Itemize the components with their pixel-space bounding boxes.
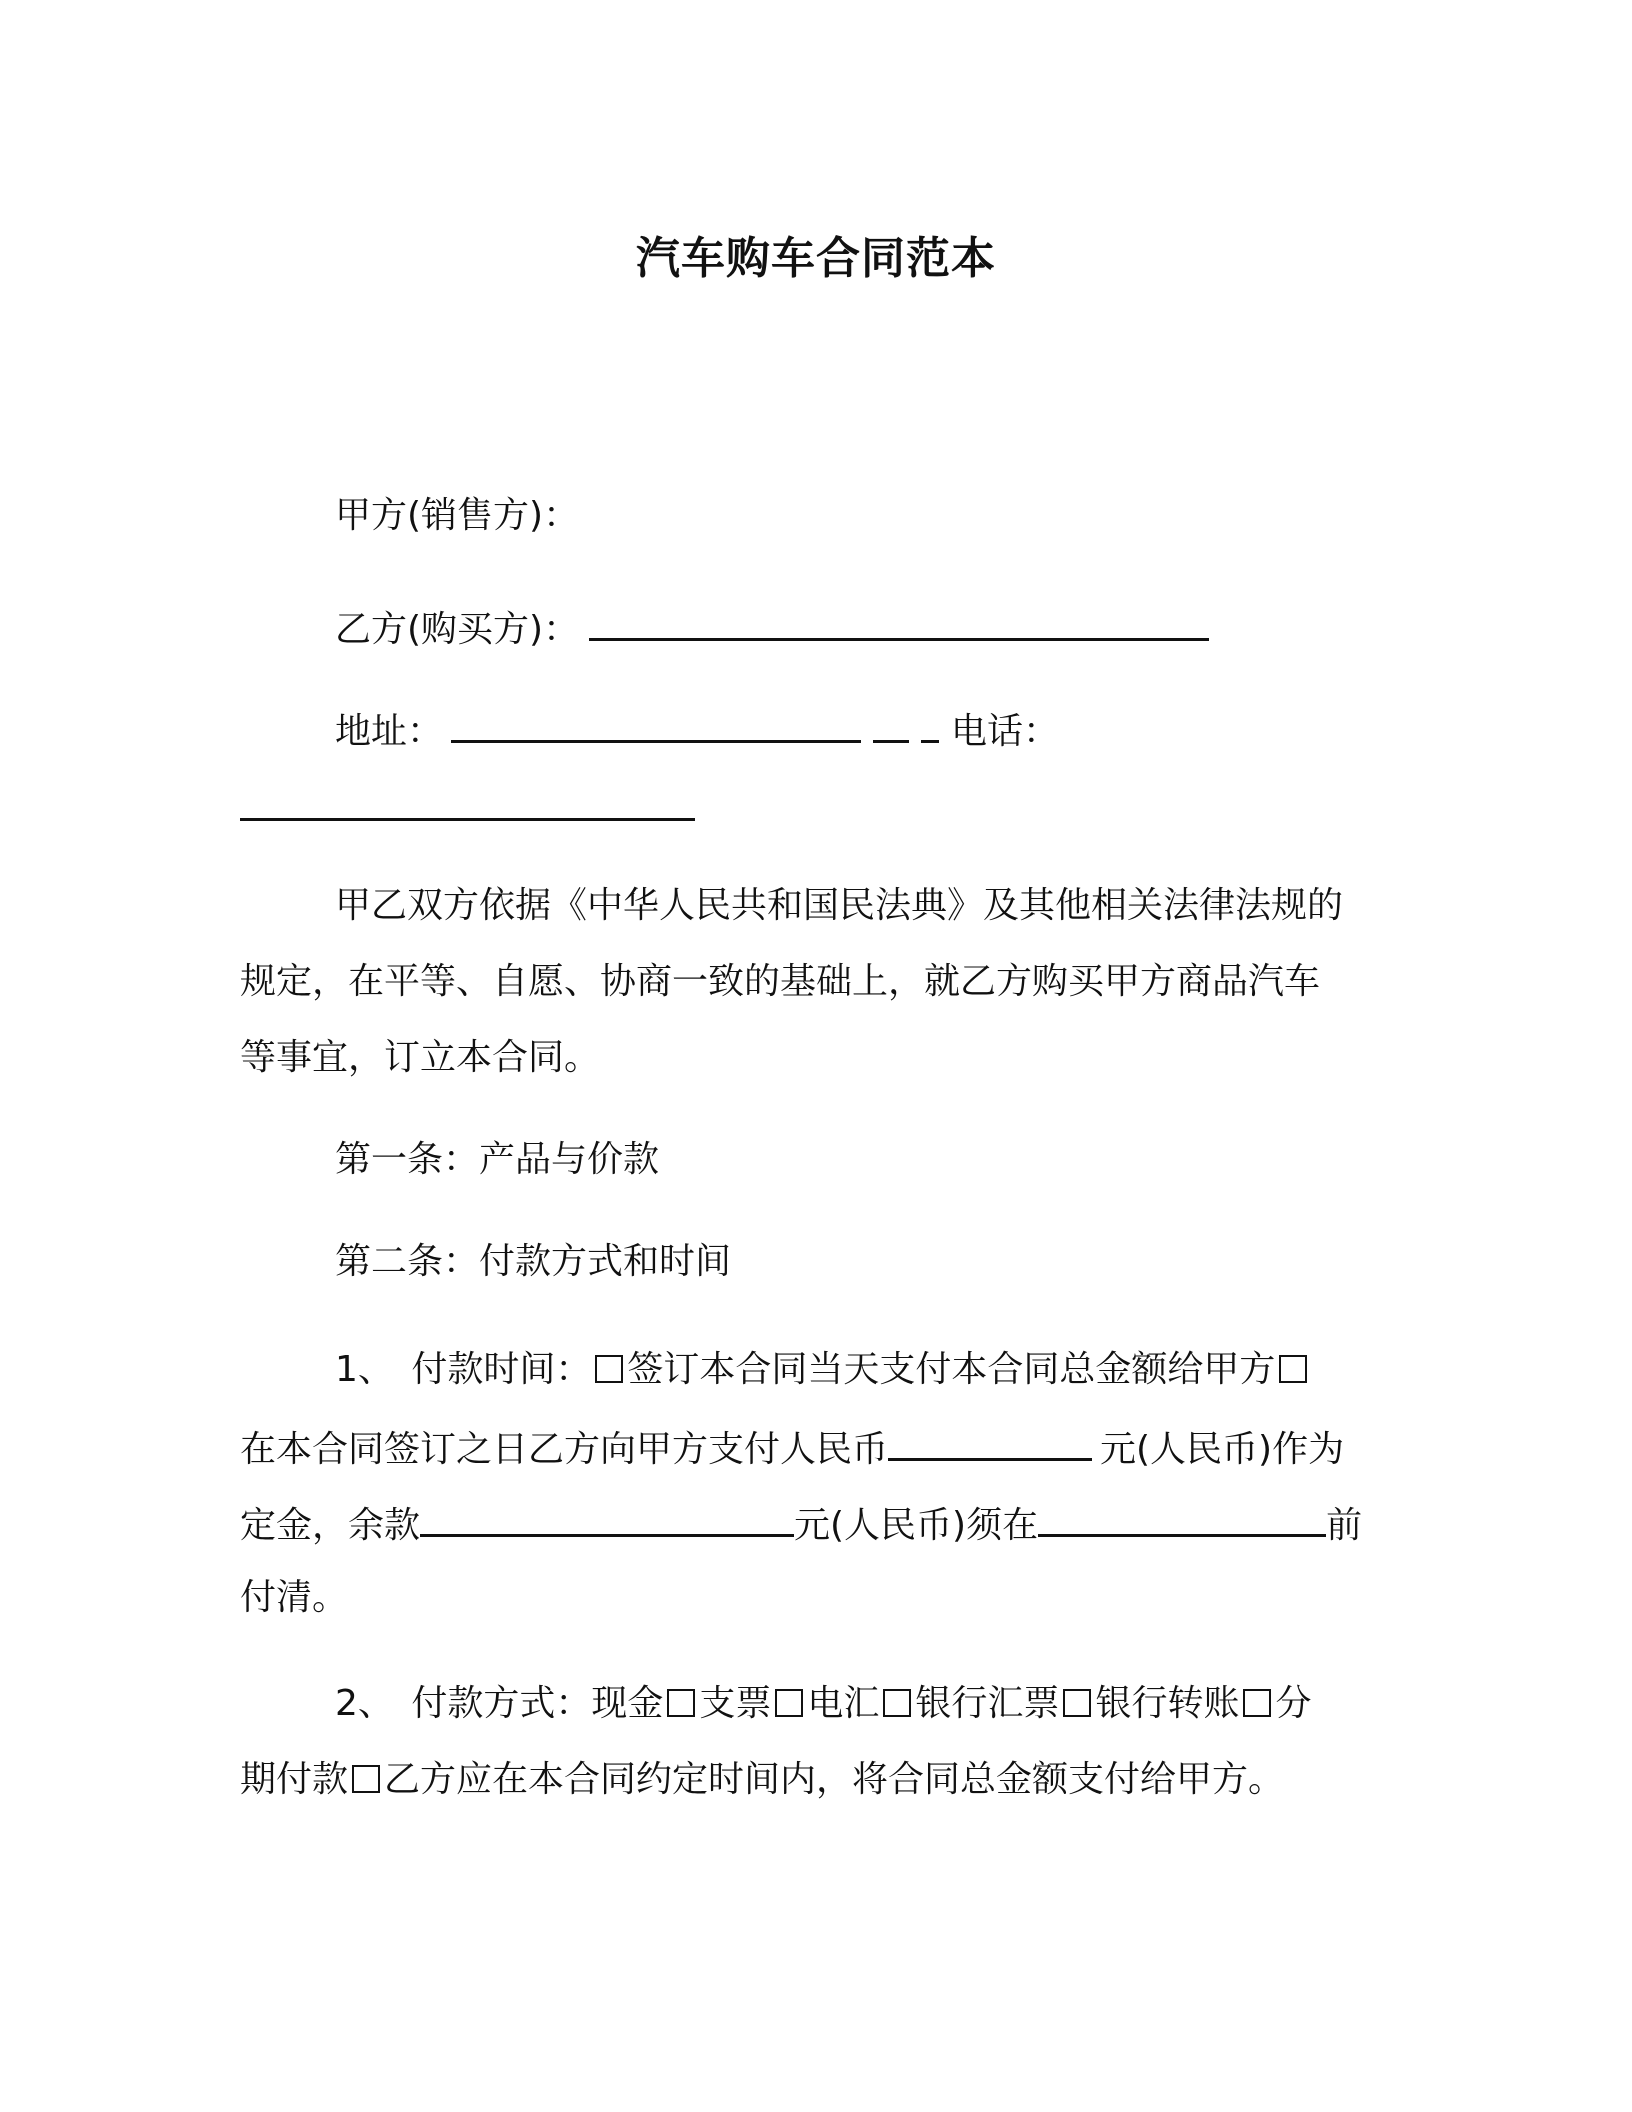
payment-time-line3-post: 前	[1326, 1505, 1363, 1546]
payment-time-line2-post: 元(人民币)作为	[1100, 1429, 1345, 1470]
payment-method-number: 2、	[335, 1683, 394, 1724]
option-installment-end: 期付款	[240, 1759, 349, 1800]
payment-time-line-2	[240, 1424, 1400, 1472]
document-title: 汽车购车合同范本	[636, 233, 996, 284]
preamble-line-3: 等事宜，订立本合同。	[240, 1037, 601, 1078]
address-blank[interactable]	[451, 706, 861, 743]
payment-time-number: 1、	[335, 1349, 394, 1390]
option-bank-transfer-checkbox[interactable]	[1243, 1689, 1271, 1717]
address-line	[335, 706, 1395, 754]
article-2-heading: 第二条：付款方式和时间	[335, 1241, 732, 1282]
payment-time-line-1	[335, 1348, 1395, 1392]
payment-method-line-2	[240, 1758, 1400, 1802]
payment-time-label: 付款时间：	[411, 1349, 592, 1390]
party-b-line	[335, 604, 1395, 652]
party-b-blank[interactable]	[589, 604, 1209, 641]
balance-amount-blank[interactable]	[420, 1500, 794, 1537]
balance-deadline-blank[interactable]	[1038, 1500, 1326, 1537]
option-wire-checkbox[interactable]	[883, 1689, 911, 1717]
deposit-amount-blank[interactable]	[888, 1424, 1092, 1461]
party-a-label: 甲方(销售方)：	[335, 495, 580, 536]
payment-time-line2-pre: 在本合同签订之日乙方向甲方支付人民币	[240, 1429, 889, 1470]
party-a-line	[335, 494, 1395, 538]
payment-time-option-1: 签订本合同当天支付本合同总金额给甲方	[627, 1349, 1276, 1390]
option-cash-checkbox[interactable]	[667, 1689, 695, 1717]
phone-blank[interactable]	[240, 784, 695, 821]
option-bank-transfer: 银行转账	[1095, 1683, 1240, 1724]
option-check-checkbox[interactable]	[775, 1689, 803, 1717]
option-bank-draft: 银行汇票	[915, 1683, 1060, 1724]
payment-method-line2-post: 乙方应在本合同约定时间内，将合同总金额支付给甲方。	[384, 1759, 1285, 1800]
option-wire: 电汇	[807, 1683, 880, 1724]
payment-time-line-4: 付清。	[240, 1577, 349, 1618]
payment-method-label: 付款方式：	[411, 1683, 592, 1724]
payment-time-checkbox-1[interactable]	[595, 1355, 623, 1383]
article-1-heading: 第一条：产品与价款	[335, 1139, 660, 1180]
option-check: 支票	[699, 1683, 772, 1724]
phone-line	[240, 784, 1400, 832]
payment-method-line-1	[335, 1682, 1395, 1726]
party-b-label: 乙方(购买方)：	[335, 609, 580, 650]
option-installment-start: 分	[1275, 1683, 1312, 1724]
address-label: 地址：	[335, 711, 444, 752]
option-bank-draft-checkbox[interactable]	[1063, 1689, 1091, 1717]
preamble-line-2: 规定，在平等、自愿、协商一致的基础上，就乙方购买甲方商品汽车	[240, 961, 1321, 1002]
payment-time-line-3	[240, 1500, 1400, 1548]
payment-time-line3-pre: 定金，余款	[240, 1505, 421, 1546]
option-installment-checkbox[interactable]	[352, 1765, 380, 1793]
option-cash: 现金	[591, 1683, 664, 1724]
phone-label: 电话：	[951, 711, 1060, 752]
preamble-line-1: 甲乙双方依据《中华人民共和国民法典》及其他相关法律法规的	[335, 885, 1344, 926]
address-blank-3	[921, 706, 939, 743]
payment-time-checkbox-2[interactable]	[1279, 1355, 1307, 1383]
payment-time-line3-mid: 元(人民币)须在	[794, 1505, 1039, 1546]
address-blank-2	[873, 706, 909, 743]
